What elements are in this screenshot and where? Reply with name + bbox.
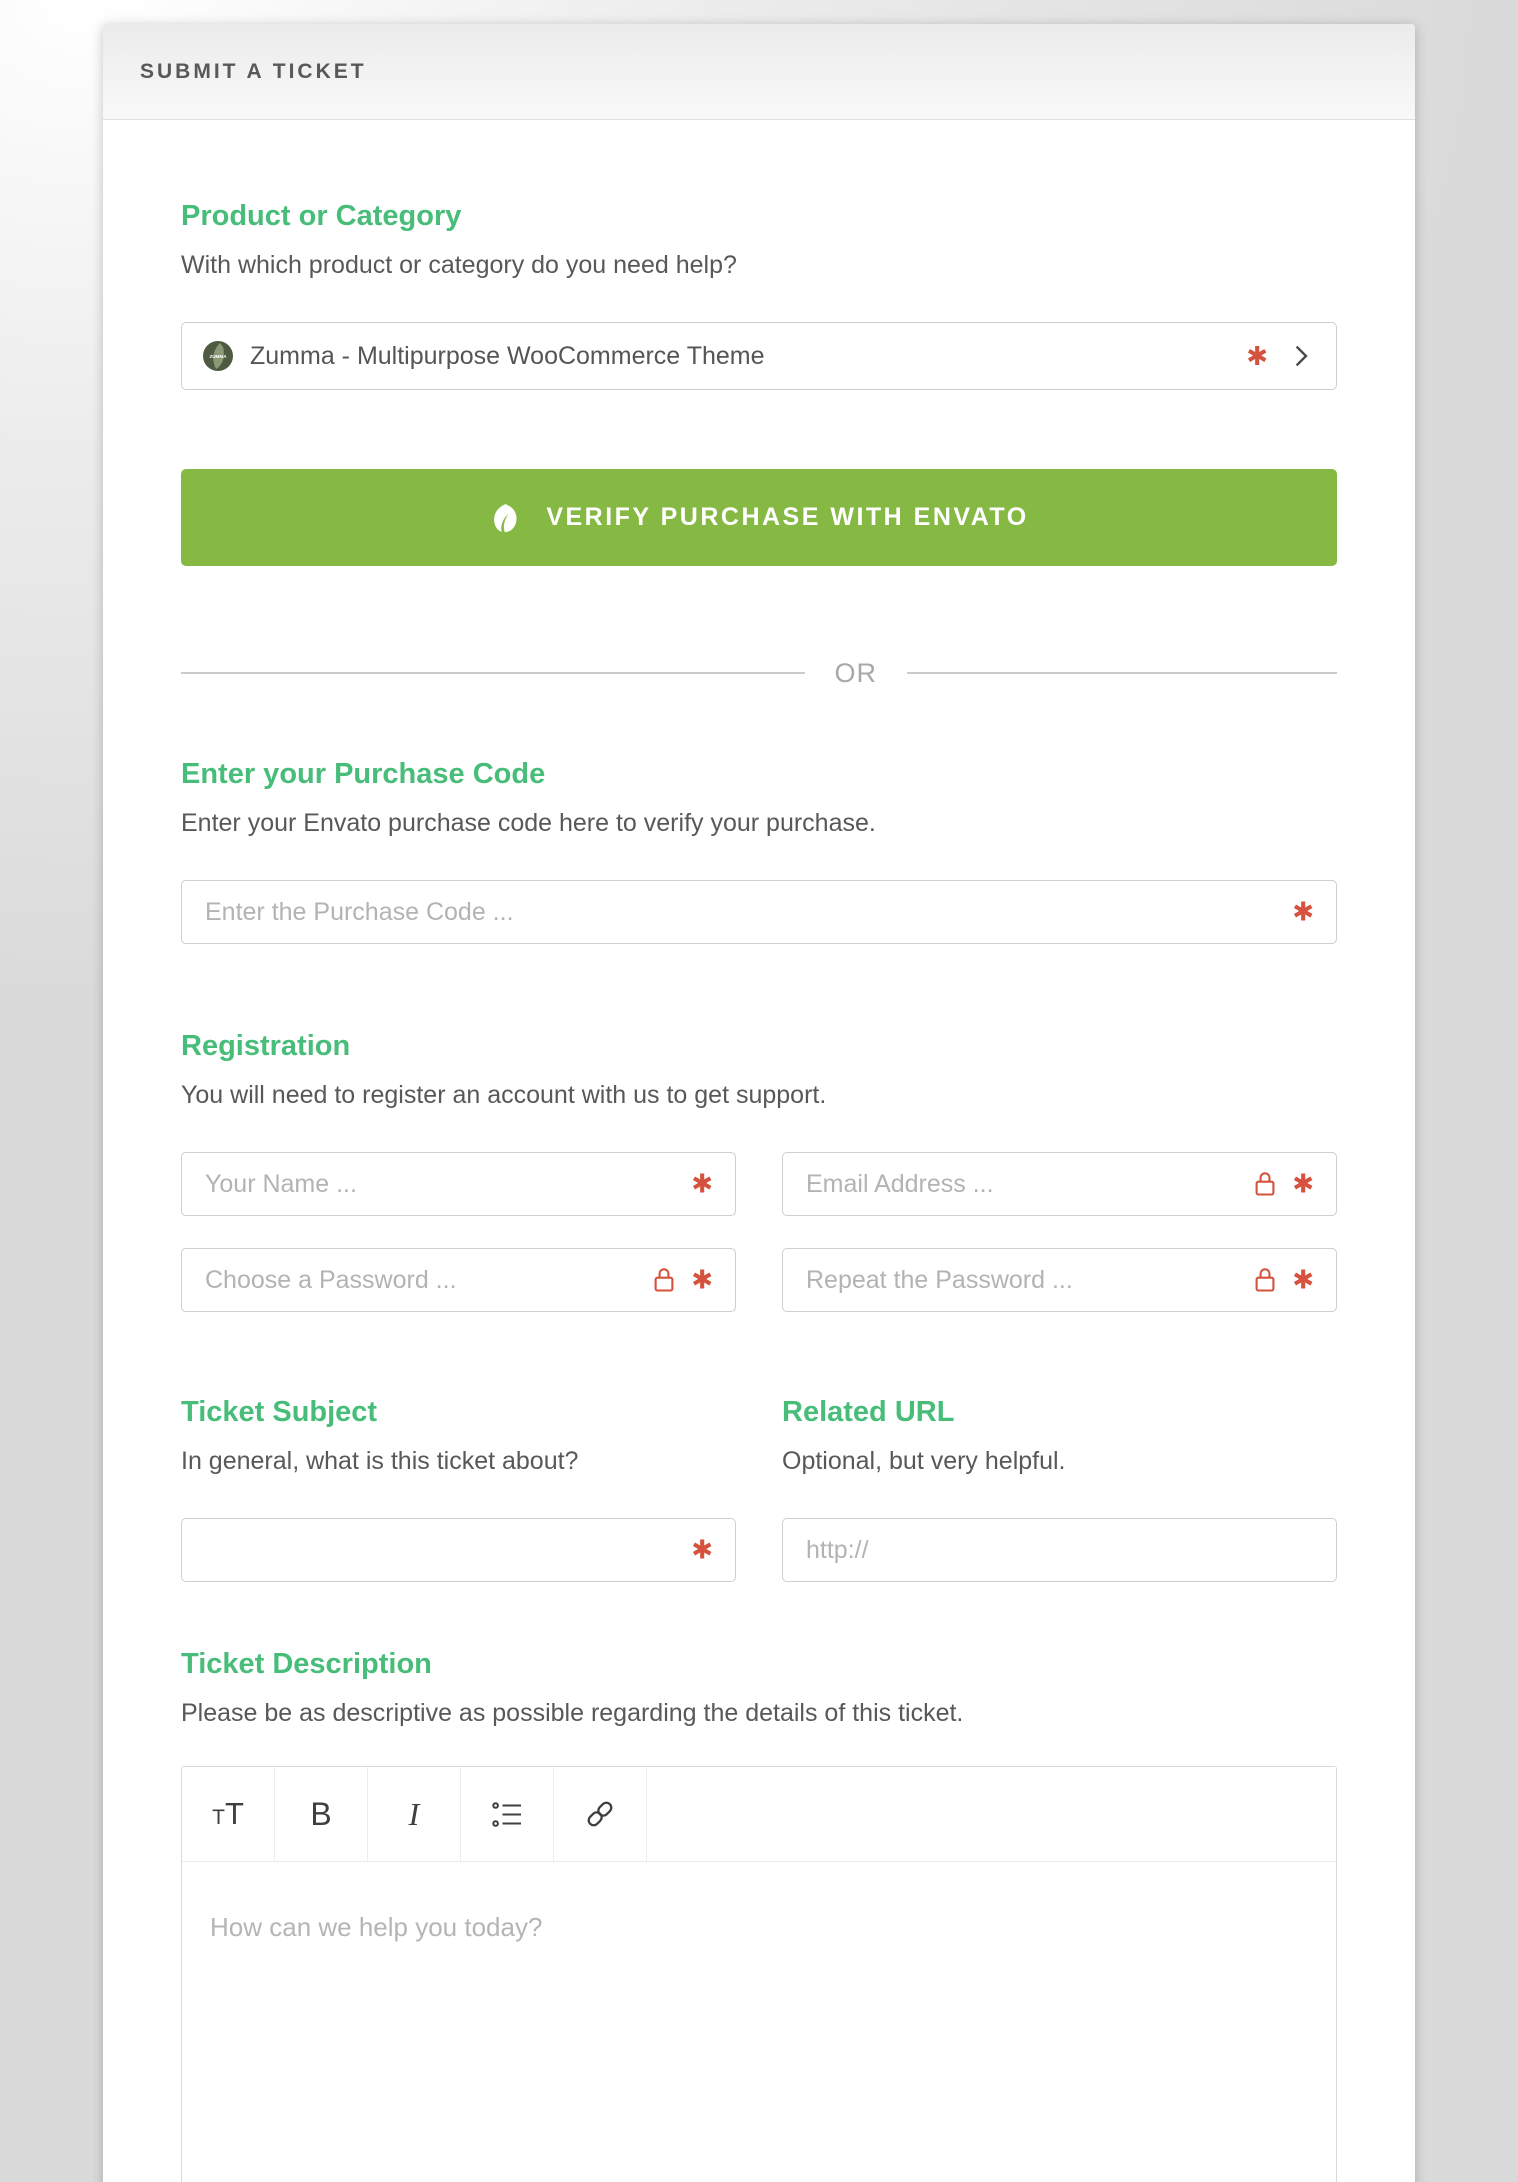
ticket-subject-heading: Ticket Subject (181, 1396, 378, 1428)
product-select[interactable] (181, 322, 1337, 390)
ticket-subject-field (181, 1518, 736, 1582)
ticket-subject-input[interactable] (181, 1518, 736, 1582)
svg-text:ZUMMA: ZUMMA (209, 354, 227, 359)
lock-icon (1253, 1266, 1277, 1294)
page-title: SUBMIT A TICKET (140, 59, 367, 83)
related-url-column (782, 1396, 1337, 1582)
related-url-description: Optional, but very helpful. (782, 1447, 1066, 1475)
divider-line-left (181, 672, 805, 674)
divider-line-right (907, 672, 1337, 674)
ticket-form (103, 120, 1415, 2182)
lock-icon (1253, 1170, 1277, 1198)
envato-leaf-icon (489, 502, 518, 534)
italic-icon: I (408, 1795, 420, 1832)
ticket-subject-description: In general, what is this ticket about? (181, 1447, 579, 1475)
required-asterisk-icon: ✱ (691, 1168, 713, 1199)
chevron-right-icon (1286, 341, 1316, 371)
submit-ticket-card (103, 24, 1415, 2182)
verify-purchase-button[interactable] (181, 469, 1337, 566)
description-editor (181, 1766, 1337, 2182)
unordered-list-button[interactable] (461, 1767, 554, 1861)
selected-product-label: Zumma - Multipurpose WooCommerce Theme (250, 341, 765, 370)
required-asterisk-icon: ✱ (691, 1264, 713, 1295)
password-field (181, 1248, 736, 1312)
divider-label: OR (834, 657, 877, 688)
ticket-description-heading: Ticket Description (181, 1648, 432, 1680)
link-button[interactable] (554, 1767, 647, 1861)
bold-button[interactable] (275, 1767, 368, 1861)
repeat-password-field (782, 1248, 1337, 1312)
subject-url-row (181, 1396, 1337, 1582)
editor-toolbar (182, 1767, 1336, 1862)
unordered-list-icon (492, 1801, 522, 1828)
name-field (181, 1152, 736, 1216)
bold-icon: B (310, 1795, 332, 1832)
required-asterisk-icon: ✱ (1246, 340, 1268, 371)
required-asterisk-icon: ✱ (1292, 1264, 1314, 1295)
purchase-code-heading: Enter your Purchase Code (181, 758, 546, 790)
product-section-heading: Product or Category (181, 200, 462, 232)
product-thumbnail-icon (203, 341, 233, 371)
text-size-icon: TT (212, 1796, 244, 1831)
link-icon (584, 1798, 616, 1830)
required-asterisk-icon: ✱ (1292, 896, 1314, 927)
purchase-code-description: Enter your Envato purchase code here to verify your purchase. (181, 809, 876, 837)
ticket-description-description: Please be as descriptive as possible regarding the details of this ticket. (181, 1699, 964, 1727)
or-divider (181, 656, 1337, 690)
card-header (103, 24, 1415, 120)
required-asterisk-icon: ✱ (1292, 1168, 1314, 1199)
related-url-heading: Related URL (782, 1396, 955, 1428)
email-field (782, 1152, 1337, 1216)
verify-purchase-label: VERIFY PURCHASE WITH ENVATO (546, 503, 1029, 531)
text-size-button[interactable] (182, 1767, 275, 1861)
registration-fields (181, 1152, 1337, 1312)
purchase-code-field (181, 880, 1337, 944)
ticket-description-textarea[interactable] (182, 1862, 1336, 2182)
registration-description: You will need to register an account with us to get support. (181, 1081, 827, 1109)
subject-column (181, 1396, 736, 1582)
purchase-code-input[interactable] (181, 880, 1337, 944)
name-input[interactable] (181, 1152, 736, 1216)
related-url-field (782, 1518, 1337, 1582)
registration-heading: Registration (181, 1030, 351, 1062)
italic-button[interactable] (368, 1767, 461, 1861)
lock-icon (652, 1266, 676, 1294)
required-asterisk-icon: ✱ (691, 1534, 713, 1565)
related-url-input[interactable] (782, 1518, 1337, 1582)
product-section-description: With which product or category do you need help? (181, 251, 737, 279)
